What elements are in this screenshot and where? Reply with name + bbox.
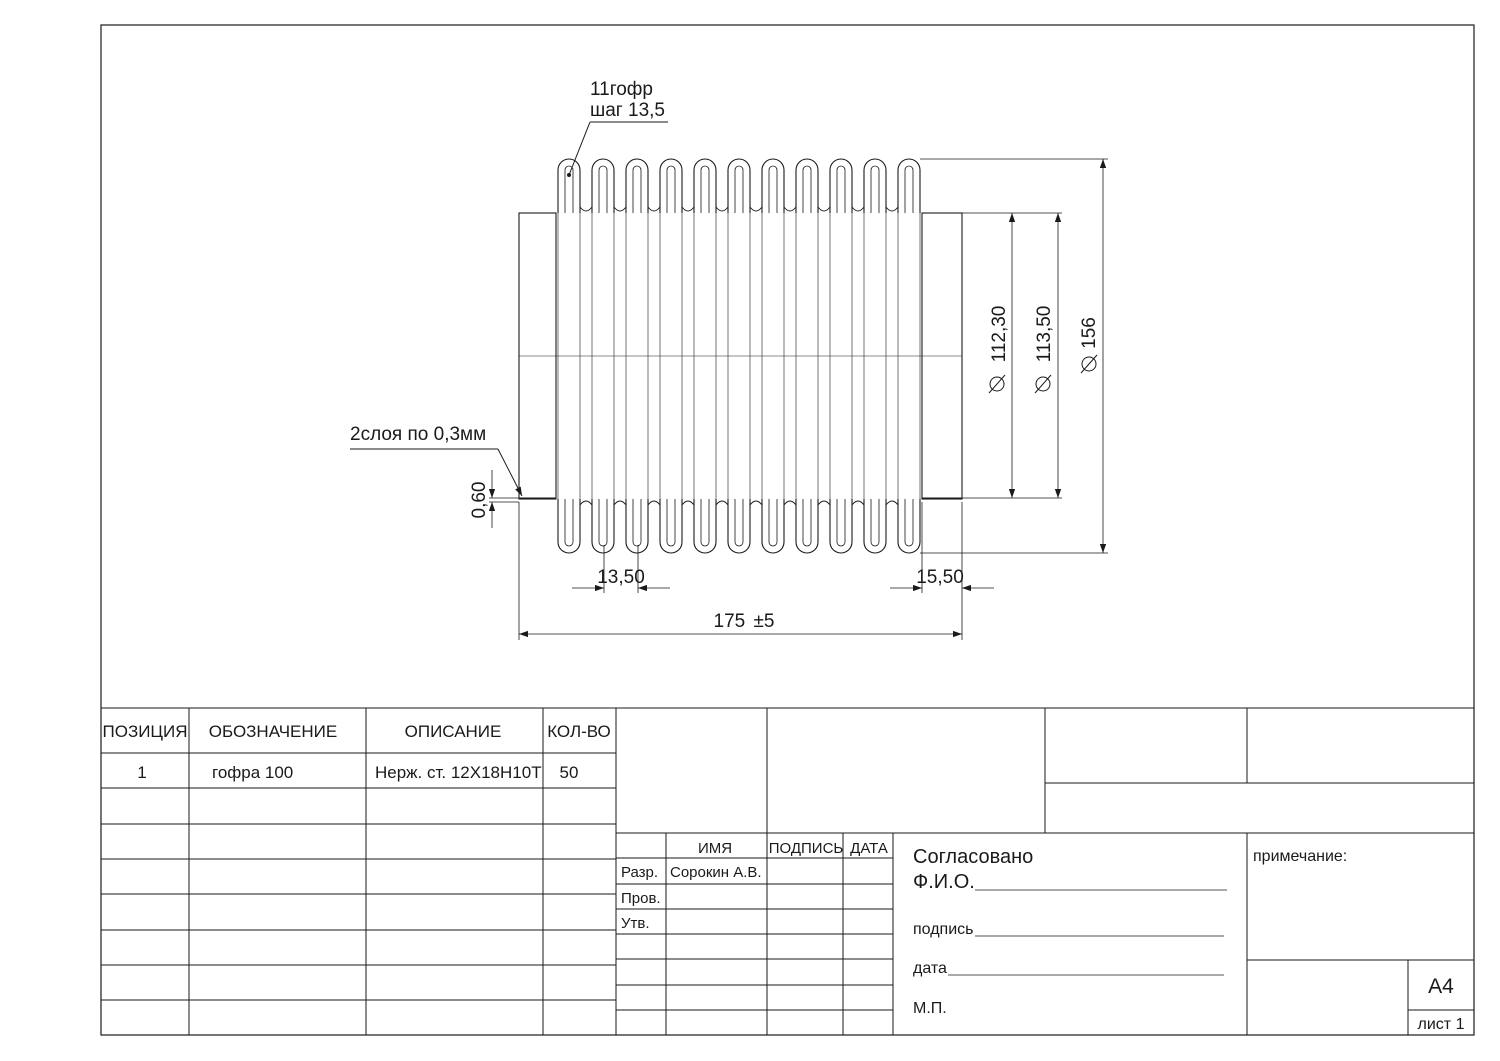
corrugation-root-top: [580, 207, 592, 211]
corrugation-root-bottom: [648, 501, 660, 505]
corrugation-crest: [864, 159, 886, 213]
spec-table: [103, 722, 611, 782]
approval-date: дата: [913, 960, 947, 977]
pitch-label: шаг 13,5: [590, 100, 665, 121]
note-label: примечание:: [1253, 848, 1348, 865]
corrugation-root-top: [784, 207, 796, 211]
corrugation-callout: [567, 79, 668, 177]
developer-name: Сорокин А.В.: [670, 864, 762, 881]
corrugation-crest: [660, 159, 682, 213]
corrugation-trough: [728, 499, 750, 553]
approval-block: [913, 846, 1033, 1017]
corrugation-crest-inner: [803, 166, 811, 213]
sheet-number: лист 1: [1417, 1016, 1465, 1033]
overall-length-dimension: [519, 502, 962, 640]
corrugation-crest: [694, 159, 716, 213]
corrugation-trough: [626, 499, 648, 553]
role-checker: Пров.: [621, 890, 661, 907]
sign-header-name: ИМЯ: [697, 840, 733, 857]
dia-outer-value: 156: [1079, 317, 1100, 349]
corrugation-root-bottom: [784, 501, 796, 505]
corrugation-crest-inner: [905, 166, 913, 213]
corrugation-crest-inner: [599, 166, 607, 213]
corrugation-crest-inner: [871, 166, 879, 213]
corrugation-crest: [830, 159, 852, 213]
corrugation-trough-inner: [565, 499, 573, 546]
row-position: 1: [137, 763, 147, 782]
overall-length-tolerance: ±5: [753, 611, 775, 632]
corrugation-root-top: [818, 207, 830, 211]
corrugation-trough: [558, 499, 580, 553]
dia-inner-value: 112,30: [989, 305, 1010, 363]
end-length-dimension: [890, 502, 994, 640]
overall-length-value: 175: [713, 611, 746, 632]
row-designation: гофра 100: [212, 763, 294, 782]
corrugation-root-bottom: [750, 501, 762, 505]
corrugation-trough-inner: [871, 499, 879, 546]
corrugation-root-bottom: [614, 501, 626, 505]
corrugation-crest: [626, 159, 648, 213]
thickness-dimension: [469, 470, 519, 528]
sheet-format: А4: [1428, 975, 1454, 998]
sign-header-date: ДАТА: [850, 840, 888, 857]
corrugation-root-bottom: [852, 501, 864, 505]
corrugation-trough-inner: [701, 499, 709, 546]
corrugation-trough: [898, 499, 920, 553]
role-approver: Утв.: [621, 915, 650, 932]
corrugation-crest-inner: [667, 166, 675, 213]
corrugation-root-bottom: [682, 501, 694, 505]
layers-label: 2слоя по 0,3мм: [350, 424, 487, 445]
corrugation-count-label: 11гофр: [590, 79, 654, 100]
corrugation-crest: [762, 159, 784, 213]
corrugation-trough-inner: [667, 499, 675, 546]
corrugation-crest-inner: [633, 166, 641, 213]
corrugation-crest: [558, 159, 580, 213]
corrugation-trough-inner: [905, 499, 913, 546]
corrugation-crest-inner: [769, 166, 777, 213]
corrugation-root-bottom: [580, 501, 592, 505]
corrugation-trough-inner: [837, 499, 845, 546]
corrugation-root-top: [614, 207, 626, 211]
corrugation-root-top: [648, 207, 660, 211]
header-designation: ОБОЗНАЧЕНИЕ: [208, 722, 338, 741]
corrugation-crest: [592, 159, 614, 213]
corrugation-root-bottom: [716, 501, 728, 505]
header-description: ОПИСАНИЕ: [404, 722, 502, 741]
corrugation-root-top: [682, 207, 694, 211]
corrugation-trough: [592, 499, 614, 553]
corrugation-trough-inner: [803, 499, 811, 546]
pitch-dimension: [572, 545, 670, 593]
bellows-drawing: [519, 159, 962, 553]
corrugation-root-bottom: [818, 501, 830, 505]
role-developer: Разр.: [621, 864, 659, 881]
layers-callout: [350, 424, 522, 496]
corrugation-trough-inner: [599, 499, 607, 546]
approval-signature: подпись: [913, 921, 974, 938]
corrugation-trough: [694, 499, 716, 553]
corrugation-root-top: [886, 207, 898, 211]
thickness-value: 0,60: [469, 481, 490, 519]
corrugation-root-top: [852, 207, 864, 211]
pitch-value: 13,50: [597, 567, 645, 588]
signature-table: [621, 840, 888, 932]
corrugation-crest-inner: [837, 166, 845, 213]
approval-fio: Ф.И.О.: [913, 871, 975, 893]
corrugation-crest: [728, 159, 750, 213]
sign-header-signature: ПОДПИСЬ: [768, 840, 844, 857]
corrugation-root-top: [750, 207, 762, 211]
svg-text:175 ±5: [714, 611, 775, 632]
dia-sleeve-value: 113,50: [1034, 305, 1055, 363]
header-quantity: КОЛ-ВО: [547, 722, 611, 741]
approval-title: Согласовано: [913, 846, 1034, 868]
corrugation-trough: [864, 499, 886, 553]
end-length-value: 15,50: [916, 567, 964, 588]
corrugation-trough-inner: [769, 499, 777, 546]
corrugation-crest-inner: [735, 166, 743, 213]
tables-grid: [101, 708, 1474, 1035]
corrugation-trough: [796, 499, 818, 553]
corrugation-trough: [762, 499, 784, 553]
corrugation-trough: [660, 499, 682, 553]
corrugation-trough-inner: [633, 499, 641, 546]
corrugation-root-top: [716, 207, 728, 211]
approval-stamp: М.П.: [913, 1000, 947, 1017]
corrugation-crest-inner: [701, 166, 709, 213]
corrugation-root-bottom: [886, 501, 898, 505]
corrugation-trough-inner: [735, 499, 743, 546]
corrugation-crest: [796, 159, 818, 213]
corrugation-trough: [830, 499, 852, 553]
header-position: ПОЗИЦИЯ: [102, 722, 188, 741]
row-quantity: 50: [559, 763, 579, 782]
row-description: Нерж. ст. 12Х18Н10Т: [375, 763, 542, 782]
corrugation-crest: [898, 159, 920, 213]
